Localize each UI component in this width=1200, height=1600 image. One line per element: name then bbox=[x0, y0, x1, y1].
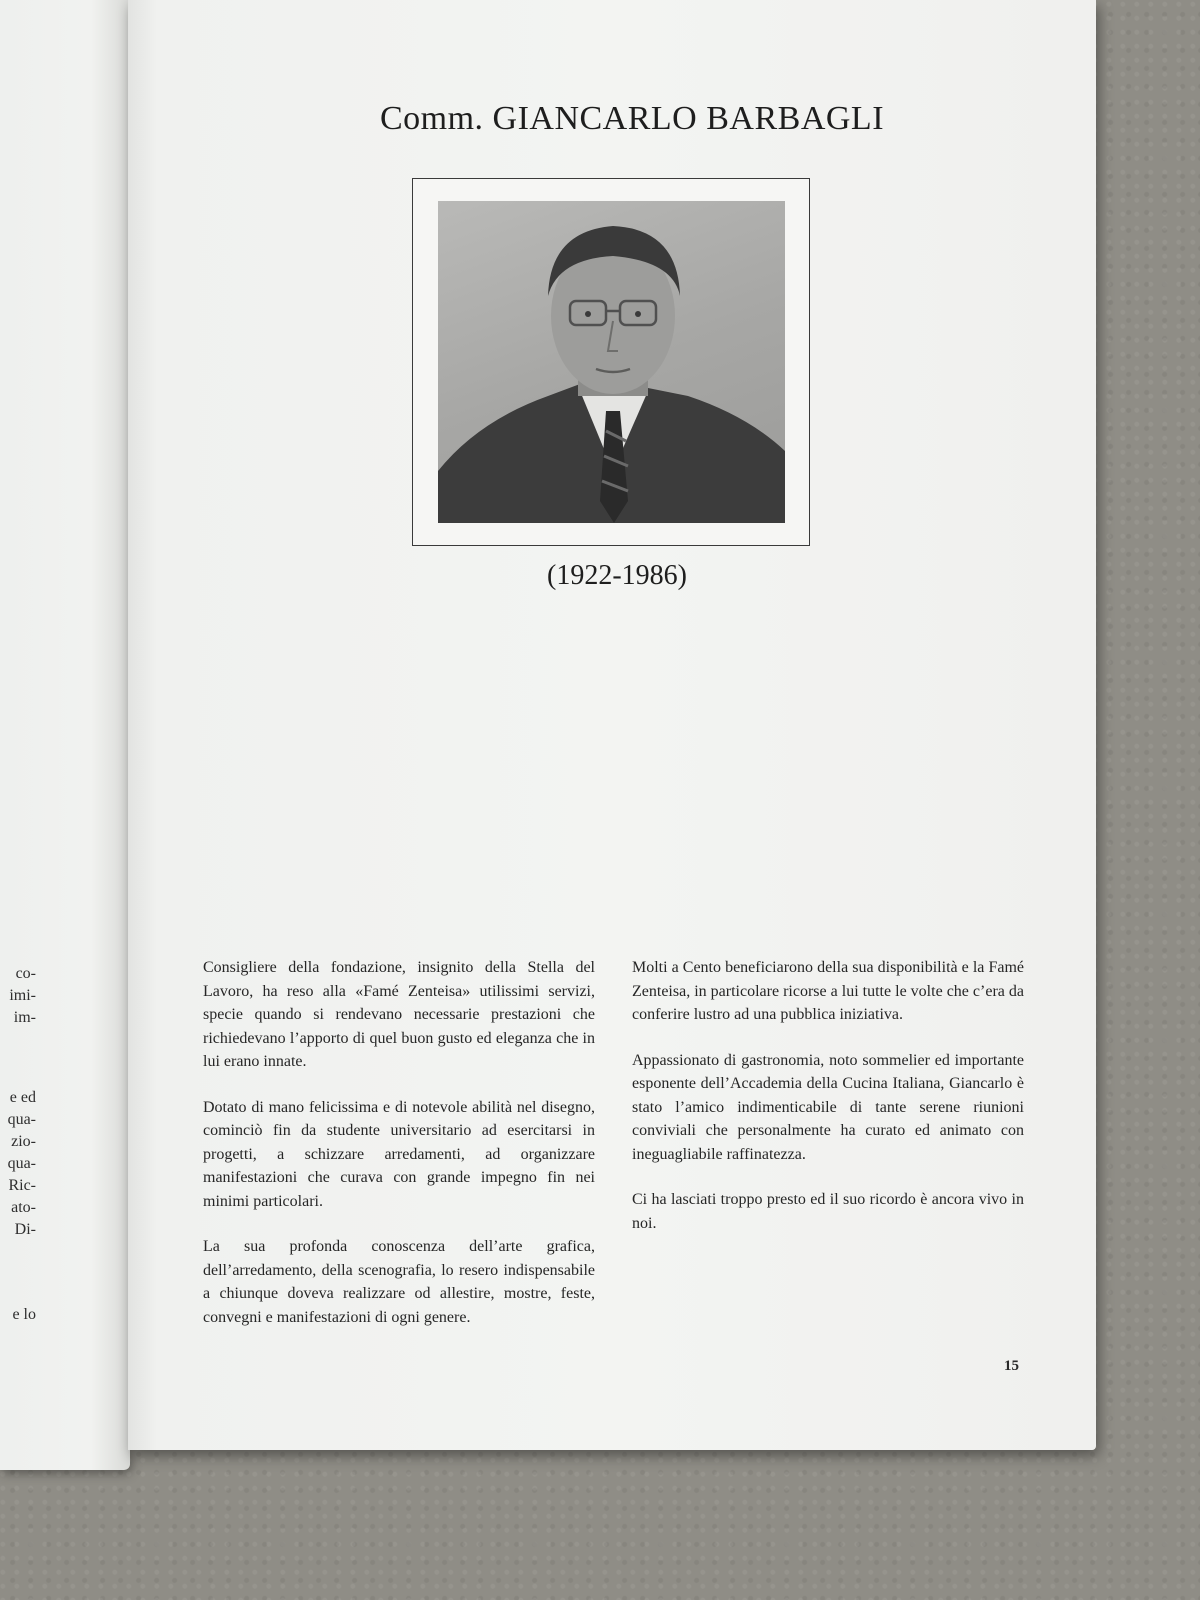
page-number: 15 bbox=[1004, 1358, 1019, 1374]
paragraph: Consigliere della fondazione, insignito della Stella del Lavoro, ha reso alla «Famé Zenteisa» utilissimi servizi, specie quando si rendevano necessarie prestazioni che richiedevano l’apporto di quel buon gusto ed eleganza che in lui erano innate. bbox=[203, 959, 595, 1070]
facing-fragment: qua- bbox=[7, 1155, 36, 1172]
paragraph: Dotato di mano felicissima e di notevole abilità nel disegno, cominciò fin da studente universitario ad esercitarsi in progetti, a schizzare arredamenti, ad organizzare manifestazioni che curava con grande impegno fin nei minimi particolari. bbox=[203, 1098, 595, 1210]
text-column-right bbox=[632, 956, 1024, 1257]
portrait-photo bbox=[438, 201, 785, 523]
facing-fragment: Di- bbox=[14, 1221, 36, 1238]
book-page bbox=[128, 0, 1096, 1450]
facing-page bbox=[0, 0, 130, 1470]
facing-fragment: ato- bbox=[11, 1199, 36, 1216]
facing-page-text-group-1 bbox=[0, 963, 36, 1029]
facing-fragment: e lo bbox=[12, 1306, 36, 1323]
facing-fragment: Ric- bbox=[8, 1177, 36, 1194]
paragraph: Molti a Cento beneficiarono della sua disponibilità e la Famé Zenteisa, in particolare ricorse a lui tutte le volte che c’era da conferire lustro ad una pubblica iniziativa. bbox=[632, 959, 1024, 1023]
facing-fragment: zio- bbox=[11, 1133, 36, 1150]
paragraph: Ci ha lasciati troppo presto ed il suo ricordo è ancora vivo in noi. bbox=[632, 1191, 1024, 1232]
facing-fragment: e ed bbox=[9, 1089, 36, 1106]
portrait-illustration bbox=[438, 201, 785, 523]
paragraph: La sua profonda conoscenza dell’arte grafica, dell’arredamento, della scenografia, lo resero indispensabile a chiunque doveva realizzare od allestire, mostre, feste, convegni e manifestazioni di ogni genere. bbox=[203, 1238, 595, 1326]
page-title: Comm. GIANCARLO BARBAGLI bbox=[379, 100, 885, 137]
facing-fragment: co- bbox=[15, 965, 36, 982]
facing-page-text-group-2 bbox=[0, 1087, 36, 1241]
facing-fragment: im- bbox=[13, 1009, 36, 1026]
facing-fragment: imi- bbox=[9, 987, 36, 1004]
text-column-left bbox=[203, 956, 595, 1351]
facing-page-text-group-3 bbox=[0, 1304, 36, 1326]
paragraph: Appassionato di gastronomia, noto sommelier ed importante esponente dell’Accademia della Cucina Italiana, Giancarlo è stato l’amico indimenticabile di tante serene riunioni conviviali che personalmente ha curato ed animato con ineguagliabile raffinatezza. bbox=[632, 1051, 1024, 1163]
facing-fragment: qua- bbox=[7, 1111, 36, 1128]
portrait-frame bbox=[412, 178, 810, 546]
life-dates: (1922-1986) bbox=[547, 560, 687, 591]
